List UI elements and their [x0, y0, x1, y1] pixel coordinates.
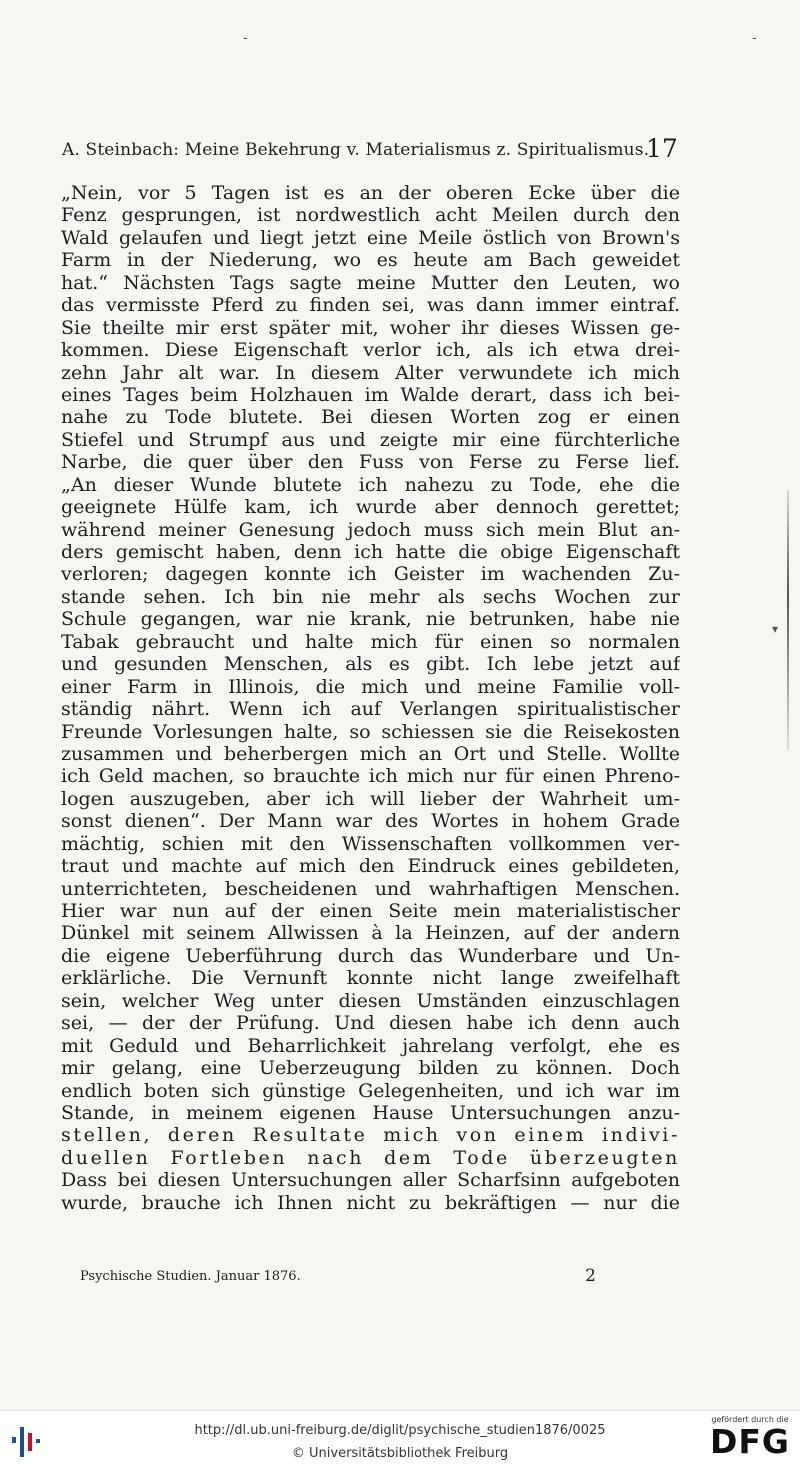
text-line: ders gemischt haben, denn ich hatte die obige Eigenschaft — [61, 541, 680, 563]
text-line: nahe zu Tode blutete. Bei diesen Worten zog er einen — [61, 406, 680, 429]
text-line: sonst dienen“. Der Mann war des Wortes in hohem Grade — [61, 810, 680, 833]
text-line: zehn Jahr alt war. In diesem Alter verwundete ich mich — [61, 361, 680, 384]
text-line: verloren; dagegen konnte ich Geister im wachenden Zu- — [61, 563, 680, 586]
text-line: wurde, brauche ich Ihnen nicht zu bekräftigen — nur die — [61, 1191, 680, 1214]
text-line: einer Farm in Illinois, die mich und meine Familie voll- — [61, 675, 680, 698]
text-line: mit Geduld und Beharrlichkeit jahrelang verfolgt, ehe es — [61, 1034, 680, 1057]
text-line: Stiefel und Strumpf aus und zeigte mir eine fürchterliche — [61, 428, 680, 451]
text-line: geeignete Hülfe kam, ich wurde aber dennoch gerettet; — [61, 496, 680, 519]
text-line: eines Tages beim Holzhauen im Walde derart, dass ich bei- — [61, 383, 680, 406]
text-line: sein, welcher Weg unter diesen Umständen einzuschlagen — [61, 989, 680, 1012]
running-header — [62, 134, 680, 168]
text-line: Narbe, die quer über den Fuss von Ferse zu Ferse lief. — [61, 451, 680, 474]
text-line: traut und machte auf mich den Eindruck eines gebildeten, — [61, 855, 680, 878]
text-line: sei, — der der Prüfung. Und diesen habe ich denn auch — [61, 1012, 680, 1035]
text-line: während meiner Genesung jedoch muss sich mein Blut an- — [61, 518, 680, 541]
text-line: mächtig, schien mit den Wissenschaften vollkommen ver- — [61, 832, 680, 855]
text-line: Hier war nun auf der einen Seite mein materialistischer — [61, 900, 680, 922]
text-line: Dass bei diesen Untersuchungen aller Scharfsinn aufgeboten — [61, 1169, 680, 1192]
text-line: Farm in der Niederung, wo es heute am Bach geweidet — [61, 249, 680, 272]
text-line: logen auszugeben, aber ich will lieber der Wahrheit um- — [61, 787, 680, 810]
text-line: und gesunden Menschen, als es gibt. Ich lebe jetzt auf — [61, 653, 680, 676]
signature-mark: 2 — [585, 1266, 596, 1286]
text-line: „Nein, vor 5 Tagen ist es an der oberen Ecke über die — [61, 182, 680, 204]
text-line: Wald gelaufen und liegt jetzt eine Meile östlich von Brown's — [61, 226, 680, 249]
page-edge-shadow — [787, 490, 789, 750]
text-line: unterrichteten, bescheidenen und wahrhaftigen Menschen. — [61, 877, 680, 900]
body-text — [61, 182, 680, 1214]
text-line: Freunde Vorlesungen halte, so schiessen sie die Reisekosten — [61, 720, 680, 743]
text-line: das vermisste Pferd zu finden sei, was dann immer eintraf. — [61, 294, 680, 317]
scan-speck: - — [752, 30, 757, 46]
text-line: Fenz gesprungen, ist nordwestlich acht Meilen durch den — [61, 204, 680, 227]
text-line: stellen, deren Resultate mich von einem indivi- — [61, 1124, 680, 1147]
dfg-logo-icon: DFG — [709, 1422, 791, 1461]
viewer-footer-bar — [0, 1410, 800, 1470]
funding-note: gefördert durch die — [711, 1415, 789, 1424]
text-line: stande sehen. Ich bin nie mehr als sechs Wochen zur — [61, 585, 680, 608]
text-line: ständig nährt. Wenn ich auf Verlangen spiritualistischer — [61, 698, 680, 721]
running-title: A. Steinbach: Meine Bekehrung v. Materialismus z. Spiritualismus. — [62, 140, 650, 160]
document-url-link[interactable]: http://dl.ub.uni-freiburg.de/diglit/psychische_studien1876/0025 — [194, 1423, 606, 1438]
text-line: duellen Fortleben nach dem Tode überzeugten — [61, 1146, 680, 1169]
funder-logo[interactable] — [704, 1415, 796, 1467]
text-line: kommen. Diese Eigenschaft verlor ich, als ich etwa drei- — [61, 339, 680, 362]
scan-speck: - — [243, 30, 248, 46]
copyright-notice: © Universitätsbibliothek Freiburg — [291, 1446, 509, 1461]
text-line: Schule gegangen, war nie krank, nie betrunken, habe nie — [61, 608, 680, 631]
journal-citation: Psychische Studien. Januar 1876. — [80, 1269, 301, 1284]
text-line: „An dieser Wunde blutete ich nahezu zu Tode, ehe die — [61, 473, 680, 496]
scan-speck: ▾ — [772, 622, 779, 636]
text-line: Sie theilte mir erst später mit, woher ihr dieses Wissen ge- — [61, 316, 680, 339]
text-line: Dünkel mit seinem Allwissen à la Heinzen, auf der andern — [61, 922, 680, 945]
text-line: endlich boten sich günstige Gelegenheiten, und ich war im — [61, 1079, 680, 1102]
text-line: Tabak gebraucht und halte mich für einen so normalen — [61, 630, 680, 653]
text-line: erklärliche. Die Vernunft konnte nicht lange zweifelhaft — [61, 967, 680, 990]
text-line: die eigene Ueberführung durch das Wunderbare und Un- — [61, 944, 680, 967]
text-line: mir gelang, eine Ueberzeugung bilden zu können. Doch — [61, 1057, 680, 1080]
text-line: ich Geld machen, so brauchte ich mich nur für einen Phreno- — [61, 765, 680, 788]
page-footer — [80, 1266, 600, 1289]
text-line: Stande, in meinem eigenen Hause Untersuchungen anzu- — [61, 1101, 680, 1124]
text-line: zusammen und beherbergen mich an Ort und Stelle. Wollte — [61, 742, 680, 765]
text-line: hat.“ Nächsten Tags sagte meine Mutter den Leuten, wo — [61, 271, 680, 294]
page-number: 17 — [645, 134, 678, 163]
